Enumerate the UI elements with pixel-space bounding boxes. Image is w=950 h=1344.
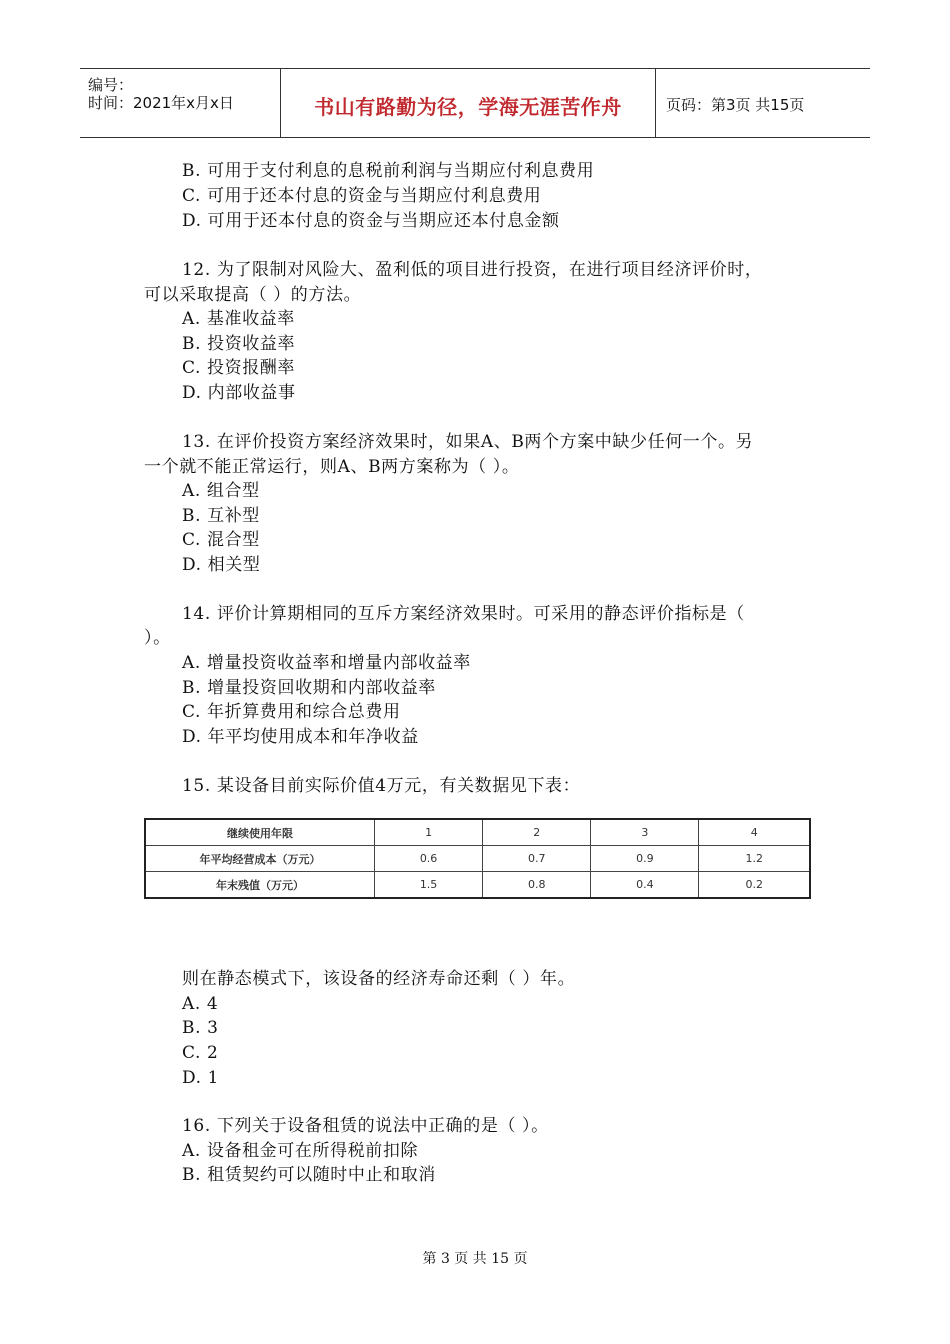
q15-stem: 15. 某设备目前实际价值4万元，有关数据见下表：	[182, 776, 581, 796]
q11-option-b: B. 可用于支付利息的息税前利润与当期应付利息费用	[182, 161, 595, 181]
table-cell: 0.8	[483, 872, 591, 899]
table-cell: 0.7	[483, 846, 591, 872]
q12-stem-line2: 可以采取提高（ ）的方法。	[144, 285, 362, 305]
table-cell: 0.2	[699, 872, 810, 899]
q15-option-d: D. 1	[182, 1068, 220, 1088]
q14-stem-line2: ）。	[144, 628, 171, 648]
q14-stem-line1: 14. 评价计算期相同的互斥方案经济效果时。可采用的静态评价指标是（	[182, 604, 745, 624]
table-cell: 4	[699, 819, 810, 846]
q12-option-b: B. 投资收益率	[182, 334, 296, 354]
equipment-data-table	[144, 818, 811, 899]
table-cell: 0.6	[375, 846, 483, 872]
table-cell: 1.5	[375, 872, 483, 899]
page-footer: 第 3 页 共 15 页	[422, 1251, 528, 1267]
table-cell: 1.2	[699, 846, 810, 872]
q13-option-c: C. 混合型	[182, 530, 260, 550]
doc-code-label: 编号：	[88, 76, 134, 94]
q16-option-b: B. 租赁契约可以随时中止和取消	[182, 1165, 436, 1185]
table-row-label: 年末残值（万元）	[145, 872, 375, 899]
q15-option-a: A. 4	[182, 994, 219, 1014]
table-cell: 2	[483, 819, 591, 846]
header-motto-cell	[281, 69, 656, 137]
q13-option-b: B. 互补型	[182, 506, 260, 526]
table-cell: 0.4	[591, 872, 699, 899]
q13-stem-line1: 13. 在评价投资方案经济效果时，如果A、B两个方案中缺少任何一个。另	[182, 432, 754, 452]
table-row	[145, 872, 810, 899]
q14-option-b: B. 增量投资回收期和内部收益率	[182, 678, 436, 698]
q14-option-d: D. 年平均使用成本和年净收益	[182, 727, 419, 747]
q15-option-c: C. 2	[182, 1043, 219, 1063]
table-row-label: 继续使用年限	[145, 819, 375, 846]
q14-option-a: A. 增量投资收益率和增量内部收益率	[182, 653, 471, 673]
header-motto: 书山有路勤为径，学海无涯苦作舟	[314, 95, 622, 119]
table-row	[145, 846, 810, 872]
q13-stem-line2: 一个就不能正常运行，则A、B两方案称为（ ）。	[144, 457, 520, 477]
q12-option-c: C. 投资报酬率	[182, 358, 296, 378]
q14-option-c: C. 年折算费用和综合总费用	[182, 702, 401, 722]
q12-option-a: A. 基准收益率	[182, 309, 295, 329]
q13-option-d: D. 相关型	[182, 555, 261, 575]
q12-option-d: D. 内部收益事	[182, 383, 296, 403]
q11-option-d: D. 可用于还本付息的资金与当期应还本付息金额	[182, 211, 560, 231]
table-cell: 3	[591, 819, 699, 846]
doc-time-label: 时间：2021年x月x日	[88, 94, 234, 112]
q16-stem: 16. 下列关于设备租赁的说法中正确的是（ ）。	[182, 1116, 549, 1136]
table-cell: 0.9	[591, 846, 699, 872]
header-meta-cell	[80, 69, 281, 137]
q12-stem-line1: 12. 为了限制对风险大、盈利低的项目进行投资，在进行项目经济评价时，	[182, 260, 763, 280]
page-header	[80, 68, 870, 138]
table-cell: 1	[375, 819, 483, 846]
header-page-info: 页码：第3页 共15页	[666, 96, 805, 114]
q16-option-a: A. 设备租金可在所得税前扣除	[182, 1141, 419, 1161]
header-page-cell	[656, 69, 870, 137]
q13-option-a: A. 组合型	[182, 481, 260, 501]
q15-option-b: B. 3	[182, 1018, 219, 1038]
table-row	[145, 819, 810, 846]
q11-option-c: C. 可用于还本付息的资金与当期应付利息费用	[182, 186, 542, 206]
table-row-label: 年平均经营成本（万元）	[145, 846, 375, 872]
q15-question: 则在静态模式下，该设备的经济寿命还剩（ ）年。	[182, 969, 576, 989]
